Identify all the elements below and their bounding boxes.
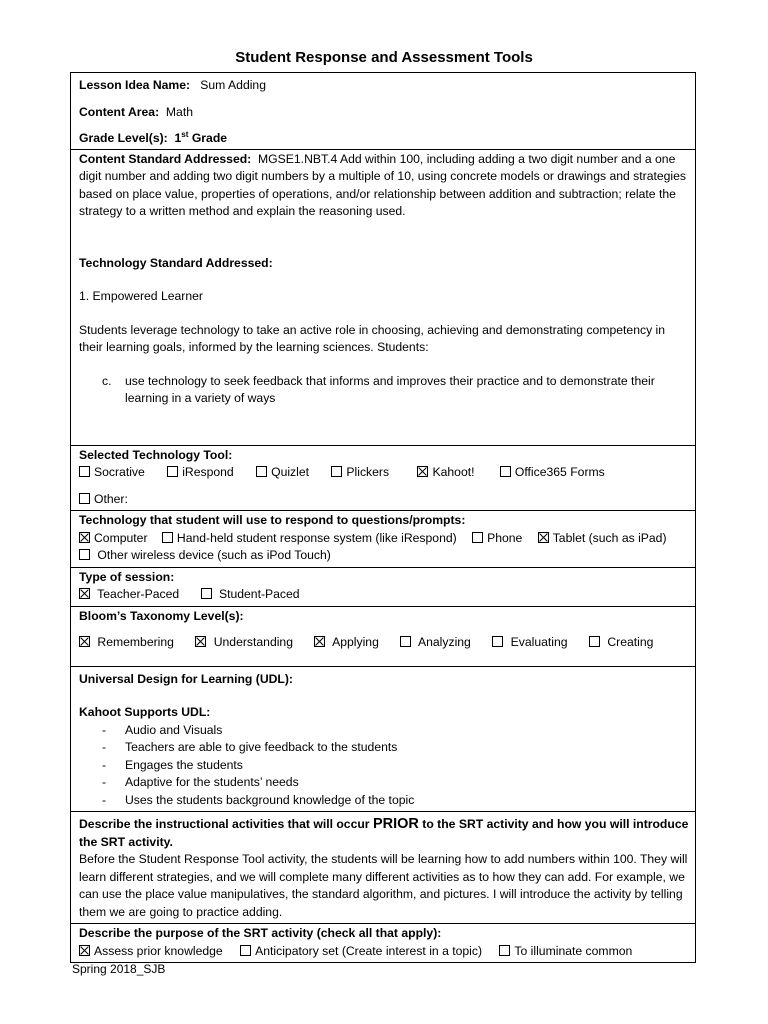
option-anticipatory-set[interactable] <box>240 943 482 961</box>
list-item-text: Teachers are able to give feedback to the students <box>125 740 398 754</box>
prior-activities-row <box>71 812 696 924</box>
standard-indicator-item <box>79 373 689 408</box>
option-label: Other wireless device (such as iPod Touch) <box>97 548 331 562</box>
checkbox-checked-icon[interactable] <box>417 466 428 477</box>
respond-device-row <box>71 511 696 568</box>
standards-row <box>71 149 696 445</box>
technology-standard-description: Students leverage technology to take an active role in choosing, achieving and demonstrating competency in their learning goals, informed by the learning sciences. Students: <box>79 322 666 354</box>
lesson-name-label: Lesson Idea Name: <box>79 78 191 92</box>
option-label: Remembering <box>97 635 174 649</box>
option-label: Quizlet <box>271 465 310 479</box>
checkbox-checked-icon[interactable] <box>79 636 90 647</box>
option-label: iRespond <box>182 465 234 479</box>
option-label: Other: <box>94 491 128 506</box>
list-item <box>79 757 689 775</box>
technology-standard-item: 1. Empowered Learner <box>79 289 203 303</box>
option-kahoot[interactable] <box>417 464 474 482</box>
prior-activities-cell <box>71 812 696 924</box>
option-label: Creating <box>607 635 654 649</box>
srt-purpose-label: Describe the purpose of the SRT activity (check all that apply): <box>79 926 442 940</box>
option-irespond[interactable] <box>167 464 234 482</box>
option-assess-prior-knowledge[interactable] <box>79 943 223 961</box>
option-label: Kahoot! <box>432 465 475 479</box>
session-type-row <box>71 567 696 606</box>
document-title: Student Response and Assessment Tools <box>235 49 533 66</box>
dash-bullet-icon: - <box>102 757 107 772</box>
option-creating[interactable] <box>589 634 653 652</box>
option-label: Phone <box>487 530 523 545</box>
question-text-start: Describe the instructional activities that will occur <box>79 817 370 831</box>
dash-bullet-icon: - <box>102 775 107 789</box>
session-type-options <box>79 586 689 604</box>
udl-supports-label: Kahoot Supports UDL: <box>79 705 211 719</box>
content-area-value: Math <box>165 104 194 119</box>
option-computer[interactable] <box>79 530 148 548</box>
checkbox-empty-icon[interactable] <box>400 636 411 647</box>
option-label: Anticipatory set (Create interest in a topic) <box>255 943 483 958</box>
checkbox-empty-icon[interactable] <box>500 466 511 477</box>
option-label: Office365 Forms <box>514 465 605 479</box>
udl-label: Universal Design for Learning (UDL): <box>79 671 293 686</box>
grade-level-label: Grade Level(s): <box>79 131 168 145</box>
lesson-info-row <box>71 73 696 150</box>
question-text-end: to the SRT activity and how you will introduce the SRT activity. <box>79 817 689 849</box>
checkbox-checked-icon[interactable] <box>195 636 206 647</box>
option-label: Teacher-Paced <box>97 587 180 601</box>
grade-level-number: 1 <box>174 131 182 145</box>
option-handheld-system[interactable] <box>162 530 457 548</box>
checkbox-checked-icon[interactable] <box>314 636 325 647</box>
option-label: Assess prior knowledge <box>94 943 223 958</box>
option-office365-forms[interactable] <box>500 464 605 482</box>
option-quizlet[interactable] <box>256 464 309 482</box>
checkbox-empty-icon[interactable] <box>79 549 90 560</box>
option-label: To illuminate common <box>514 943 633 958</box>
checkbox-empty-icon[interactable] <box>589 636 600 647</box>
checkbox-checked-icon[interactable] <box>79 588 90 599</box>
checkbox-checked-icon[interactable] <box>79 532 90 543</box>
option-student-paced[interactable] <box>201 586 300 604</box>
option-phone[interactable] <box>472 530 522 548</box>
content-area-label: Content Area: <box>79 104 160 119</box>
option-understanding[interactable] <box>195 634 293 652</box>
checkbox-empty-icon[interactable] <box>240 945 251 956</box>
technology-tool-label: Selected Technology Tool: <box>79 447 233 462</box>
option-other-wireless[interactable] <box>79 547 689 565</box>
page-footer: Spring 2018_SJB <box>72 962 166 976</box>
option-label: Student-Paced <box>218 587 300 601</box>
list-item-text: Adaptive for the students’ needs <box>125 775 299 789</box>
grade-level-ordinal: st <box>181 129 189 139</box>
blooms-label: Bloom’s Taxonomy Level(s): <box>79 608 244 623</box>
list-item <box>79 792 689 810</box>
checkbox-checked-icon[interactable] <box>538 532 549 543</box>
lesson-info-cell <box>71 73 696 150</box>
prior-emphasis: PRIOR <box>372 816 419 832</box>
checkbox-empty-icon[interactable] <box>79 493 90 504</box>
udl-row <box>71 666 696 812</box>
list-item <box>79 774 689 792</box>
option-applying[interactable] <box>314 634 378 652</box>
option-label: Analyzing <box>417 635 471 649</box>
srt-purpose-row <box>71 924 696 963</box>
option-label: Hand-held student response system (like iRespond) <box>176 530 457 545</box>
option-tablet[interactable] <box>538 530 667 548</box>
content-area-line <box>79 104 689 122</box>
option-label: Applying <box>332 635 379 649</box>
checkbox-empty-icon[interactable] <box>499 945 510 956</box>
technology-tool-options <box>79 464 689 482</box>
udl-supports-list <box>79 722 689 810</box>
respond-device-label: Technology that student will use to respond to questions/prompts: <box>79 513 466 527</box>
list-item-text: Uses the students background knowledge of the topic <box>125 792 415 807</box>
checkbox-empty-icon[interactable] <box>167 466 178 477</box>
srt-purpose-options <box>79 943 689 961</box>
checkbox-empty-icon[interactable] <box>492 636 503 647</box>
option-socrative[interactable] <box>79 464 145 482</box>
assessment-form-table <box>70 72 696 963</box>
list-item <box>79 739 689 757</box>
technology-tool-row <box>71 445 696 511</box>
blooms-options <box>79 634 689 652</box>
option-plickers[interactable] <box>331 464 389 482</box>
list-item <box>79 722 689 740</box>
standard-indicator-text: use technology to seek feedback that informs and improves their practice and to demonstrate their learning in a variety of ways <box>125 373 655 405</box>
checkbox-empty-icon[interactable] <box>256 466 267 477</box>
blooms-cell <box>71 606 696 666</box>
blooms-row <box>71 606 696 666</box>
grade-level-word: Grade <box>191 131 228 145</box>
checkbox-empty-icon[interactable] <box>331 466 342 477</box>
content-standard-label: Content Standard Addressed: <box>79 151 252 166</box>
content-standard-text: MGSE1.NBT.4 Add within 100, including adding a two digit number and a one digit number and adding two digit numbers by a multiple of 10, using concrete models or drawings and strategies based on place value, properties of operations, and/or relationship between addition and subtraction; relate the strategy to a written method and explain the reasoning used. <box>79 151 687 218</box>
session-type-label: Type of session: <box>79 569 175 584</box>
lesson-name-line <box>79 77 689 95</box>
session-type-cell <box>71 567 696 606</box>
option-label: Socrative <box>94 465 145 479</box>
checkbox-empty-icon[interactable] <box>472 532 483 543</box>
option-label: Evaluating <box>510 635 568 649</box>
option-illuminate-common[interactable] <box>499 943 632 961</box>
udl-cell <box>71 666 696 812</box>
checkbox-empty-icon[interactable] <box>162 532 173 543</box>
dash-bullet-icon: - <box>102 792 107 807</box>
prior-activities-question <box>79 816 689 851</box>
content-standard-block <box>79 151 689 221</box>
checkbox-empty-icon[interactable] <box>201 588 212 599</box>
dash-bullet-icon: - <box>102 722 107 737</box>
checkbox-empty-icon[interactable] <box>79 466 90 477</box>
list-item-text: Audio and Visuals <box>125 722 223 737</box>
standards-cell <box>71 149 696 445</box>
checkbox-checked-icon[interactable] <box>79 945 90 956</box>
option-label: Tablet (such as iPad) <box>552 530 667 545</box>
respond-device-cell <box>71 511 696 568</box>
srt-purpose-cell <box>71 924 696 963</box>
grade-level-line <box>79 130 689 148</box>
option-remembering[interactable] <box>79 634 174 652</box>
option-evaluating[interactable] <box>492 634 567 652</box>
list-marker: c. <box>102 373 112 388</box>
respond-device-options <box>79 530 689 548</box>
lesson-name-value: Sum Adding <box>200 78 266 92</box>
option-teacher-paced[interactable] <box>79 586 179 604</box>
option-label: Understanding <box>213 635 293 649</box>
standard-indicator-list <box>79 373 689 408</box>
prior-activities-answer: Before the Student Response Tool activity, the students will be learning how to add numbers within 100. They will learn different strategies, and we will complete many different activities as to how they can add. For example, we can use the place value manipulatives, the standard algorithm, and pictures. I will introduce the activity by telling them we are going to practice adding. <box>79 852 688 919</box>
list-item-text: Engages the students <box>125 757 243 772</box>
technology-tool-cell <box>71 445 696 511</box>
dash-bullet-icon: - <box>102 740 107 754</box>
option-other[interactable] <box>79 491 689 509</box>
technology-standard-label: Technology Standard Addressed: <box>79 255 273 270</box>
option-analyzing[interactable] <box>400 634 471 652</box>
option-label: Plickers <box>346 465 390 479</box>
option-label: Computer <box>94 530 148 545</box>
